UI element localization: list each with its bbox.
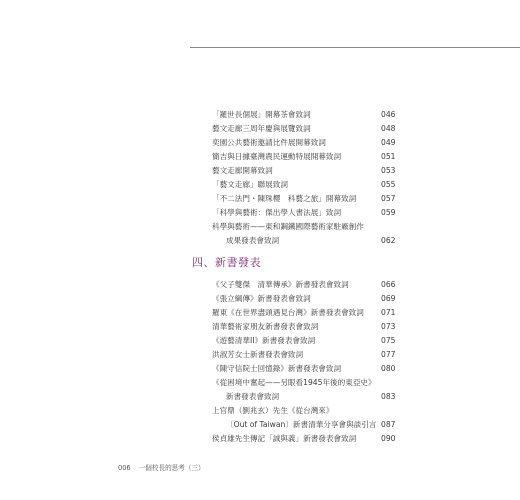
- toc-entry-title: 「藝文走廊」聯展致詞: [212, 180, 288, 189]
- toc-entry-page: 048: [381, 124, 396, 133]
- footer-page-number: 006: [118, 464, 131, 472]
- toc-entry-page: 057: [381, 194, 396, 203]
- toc-entry-title: 奕園公共藝術邀請比件展開幕致詞: [212, 138, 326, 147]
- toc-entry-title: 《張立綱傳》新書發表會致詞: [212, 294, 311, 303]
- toc-entry-page: 087: [381, 420, 396, 429]
- toc-entry-page: 080: [381, 364, 396, 373]
- toc-entry-page: 055: [381, 180, 396, 189]
- toc-entry-title: 「不二法門・陳珠櫻 科藝之旅」開幕致詞: [212, 194, 357, 203]
- toc-entry-title: 藝文走廊開幕致詞: [212, 166, 273, 175]
- toc-entry-title: 上官鼎（劉兆玄）先生《從台灣來》: [212, 406, 334, 415]
- toc-entry-title: 羅東《在世界盡頭遇見台灣》新書發表會致詞: [212, 308, 364, 317]
- page-footer: [118, 464, 211, 473]
- toc-entry-title: 清華藝術家朋友新書發表會致詞: [212, 322, 319, 331]
- toc-entry-page: 083: [381, 392, 396, 401]
- footer-book-title: 一個校長的思考（三）: [138, 464, 205, 472]
- toc-entry-page: 077: [381, 350, 396, 359]
- toc-entry-title: 科學與藝術——東和鋼鐵國際藝術家駐廠創作: [212, 222, 364, 231]
- toc-entry-title: 《陳守信院士回憶錄》新書發表會致詞: [212, 364, 342, 373]
- toc-entry-title: 洪淑芳女士新書發表會致詞: [212, 350, 304, 359]
- toc-entry-page: 071: [381, 308, 396, 317]
- toc-entry-title: 侯貞雄先生傳記「誠與義」新書發表會致詞: [212, 434, 357, 443]
- toc-entry-title: 簡吉與日據臺灣農民運動特展開幕致詞: [212, 152, 342, 161]
- section-heading: 四、新書發表: [192, 256, 261, 269]
- toc-entry-title: 〔Out of Taiwan〕新書清華分享會與談引言: [226, 420, 377, 429]
- toc-entry-title: 「羅世長個展」開幕茶會致詞: [212, 110, 311, 119]
- toc-entry-page: 062: [381, 236, 396, 245]
- toc-entry-page: 046: [381, 110, 396, 119]
- toc-entry-page: 090: [381, 434, 396, 443]
- toc-entry-title: 《遊藝清華II》新書發表會致詞: [212, 336, 316, 345]
- toc-entry-page: 075: [381, 336, 396, 345]
- toc-entry-title: 藝文走廊三周年慶與展覽致詞: [212, 124, 311, 133]
- toc-entry-page: 049: [381, 138, 396, 147]
- toc-entry-page: 073: [381, 322, 396, 331]
- toc-entry-title: 《從困境中奮起——另眼看1945年後的東亞史》: [212, 378, 376, 387]
- toc-entry-title: 「科學與藝術：傑出學人書法展」致詞: [212, 208, 342, 217]
- toc-entry-title: 新書發表會致詞: [226, 392, 280, 401]
- toc-entry-page: 059: [381, 208, 396, 217]
- toc-entry-page: 053: [381, 166, 396, 175]
- toc-entry-page: 069: [381, 294, 396, 303]
- toc-entry-page: 066: [381, 280, 396, 289]
- toc-entry-title: 成果發表會致詞: [226, 236, 280, 245]
- toc-entry-title: 《父子雙傑 清華傳承》新書發表會致詞: [212, 280, 349, 289]
- toc-entry-page: 051: [381, 152, 396, 161]
